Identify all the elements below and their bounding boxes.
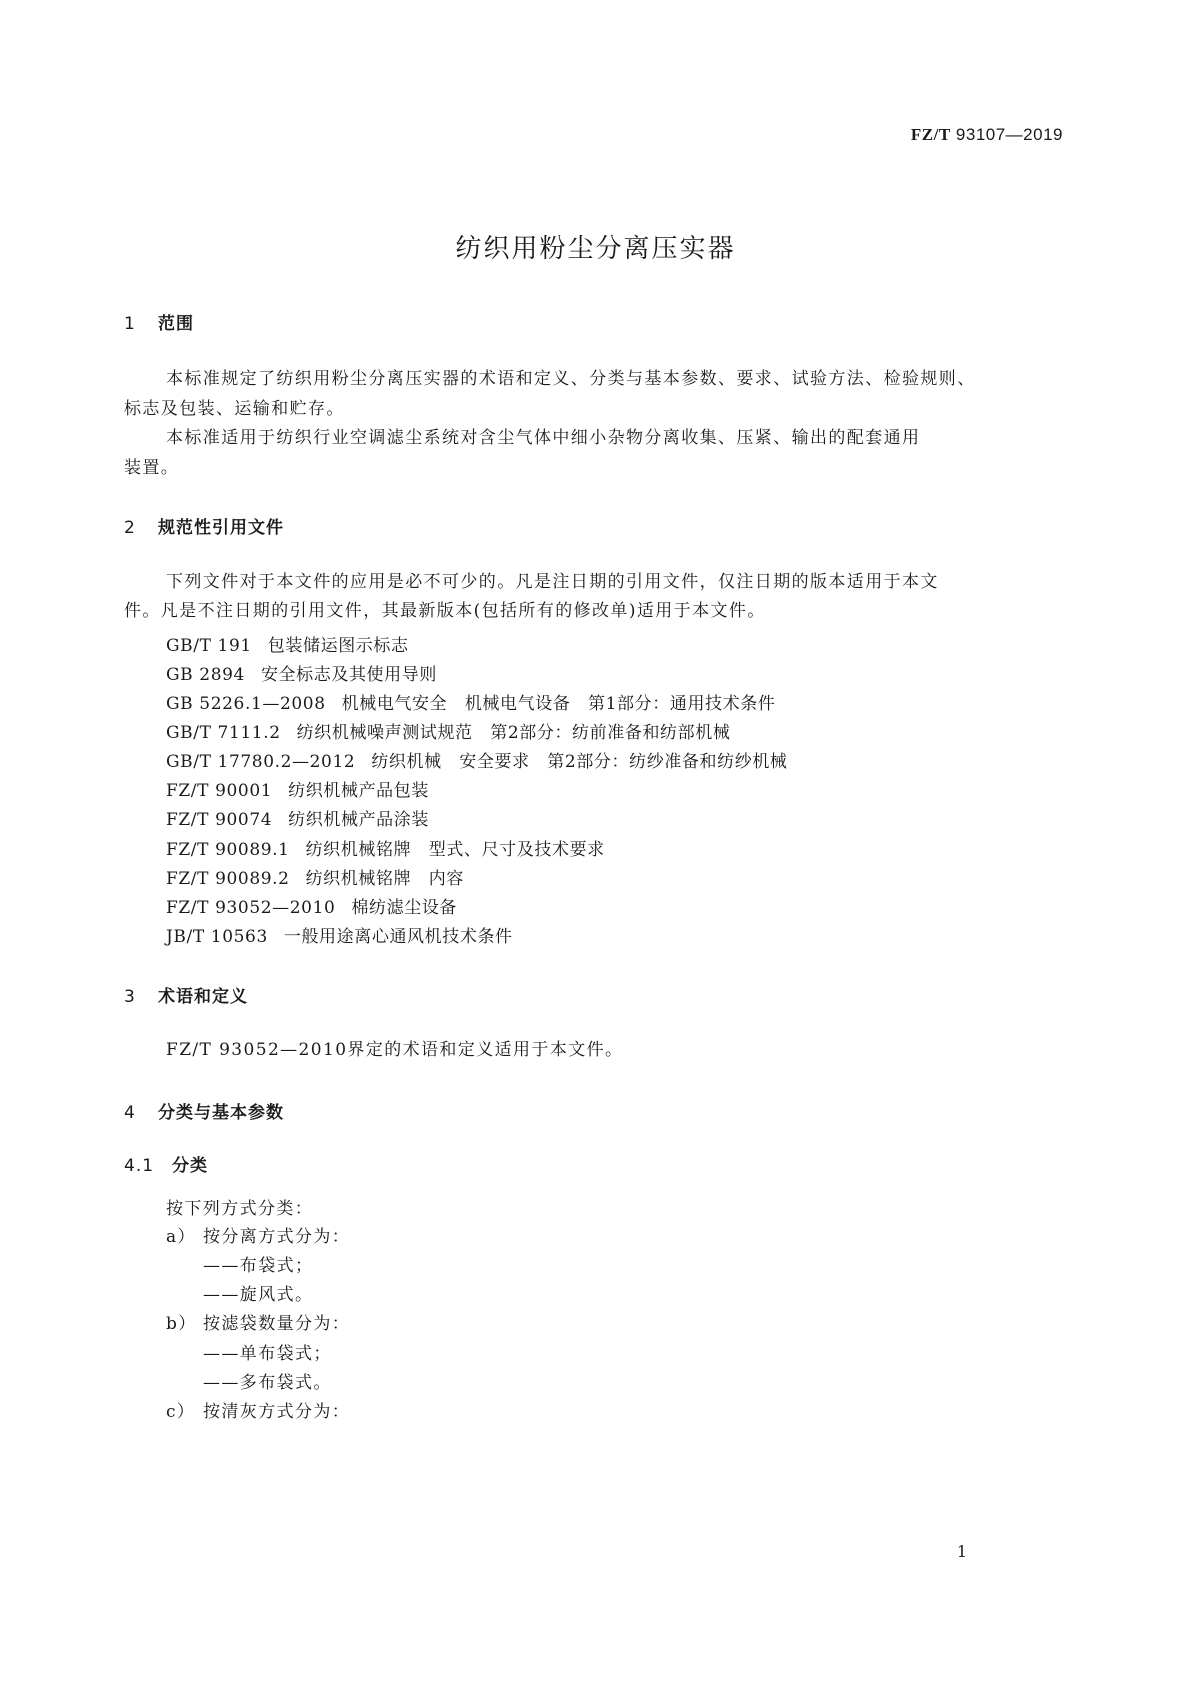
list-item-a-sub-1: ——布袋式； (203, 1256, 314, 1276)
section-2-intro-line-2: 件。凡是不注日期的引用文件，其最新版本(包括所有的修改单)适用于本文件。 (124, 601, 766, 621)
list-item-b-label: b） (166, 1314, 197, 1334)
section-1-para-2-line-2: 装置。 (124, 458, 180, 478)
reference-item: GB 5226.1—2008 机械电气安全 机械电气设备 第1部分：通用技术条件 (166, 694, 776, 714)
list-item-a-sub-2: ——旋风式。 (203, 1285, 314, 1305)
document-title: 纺织用粉尘分离压实器 (455, 234, 736, 264)
reference-item: JB/T 10563 一般用途离心通风机技术条件 (166, 927, 513, 947)
list-item-c-label: c） (166, 1402, 196, 1422)
list-item-b-text: 按滤袋数量分为： (203, 1314, 351, 1334)
reference-item: FZ/T 93052—2010 棉纺滤尘设备 (166, 898, 458, 918)
reference-item: FZ/T 90074 纺织机械产品涂装 (166, 810, 429, 830)
standard-number: FZ/T 93107—2019 (910, 125, 1063, 144)
reference-item: GB/T 7111.2 纺织机械噪声测试规范 第2部分：纺前准备和纺部机械 (166, 723, 731, 743)
section-3-text: FZ/T 93052—2010界定的术语和定义适用于本文件。 (166, 1040, 624, 1060)
section-2-intro-line-1: 下列文件对于本文件的应用是必不可少的。凡是注日期的引用文件，仅注日期的版本适用于本文 (166, 572, 939, 592)
section-4-heading: 4 分类与基本参数 (124, 1103, 284, 1123)
list-item-a-text: 按分离方式分为： (203, 1227, 351, 1247)
reference-item: GB/T 191 包装储运图示标志 (166, 636, 409, 656)
section-1-heading: 1 范围 (124, 314, 194, 334)
section-1-para-1-line-2: 标志及包装、运输和贮存。 (124, 399, 345, 419)
list-item-b-sub-1: ——单布袋式； (203, 1344, 332, 1364)
section-3-heading: 3 术语和定义 (124, 987, 248, 1007)
section-1-para-2-line-1: 本标准适用于纺织行业空调滤尘系统对含尘气体中细小杂物分离收集、压紧、输出的配套通用 (166, 428, 921, 448)
reference-item: FZ/T 90089.2 纺织机械铭牌 内容 (166, 869, 464, 889)
section-4-1-heading: 4.1 分类 (124, 1156, 208, 1176)
section-1-para-1-line-1: 本标准规定了纺织用粉尘分离压实器的术语和定义、分类与基本参数、要求、试验方法、检验规则、 (166, 369, 976, 389)
list-item-c-text: 按清灰方式分为： (203, 1402, 351, 1422)
classification-intro: 按下列方式分类： (166, 1199, 314, 1219)
list-item-b-sub-2: ——多布袋式。 (203, 1373, 332, 1393)
reference-item: FZ/T 90001 纺织机械产品包装 (166, 781, 429, 801)
page-number: 1 (956, 1542, 967, 1561)
reference-item: FZ/T 90089.1 纺织机械铭牌 型式、尺寸及技术要求 (166, 840, 605, 860)
reference-item: GB/T 17780.2—2012 纺织机械 安全要求 第2部分：纺纱准备和纺纱机械 (166, 752, 788, 772)
list-item-a-label: a） (166, 1227, 196, 1247)
section-2-heading: 2 规范性引用文件 (124, 518, 284, 538)
reference-item: GB 2894 安全标志及其使用导则 (166, 665, 437, 685)
